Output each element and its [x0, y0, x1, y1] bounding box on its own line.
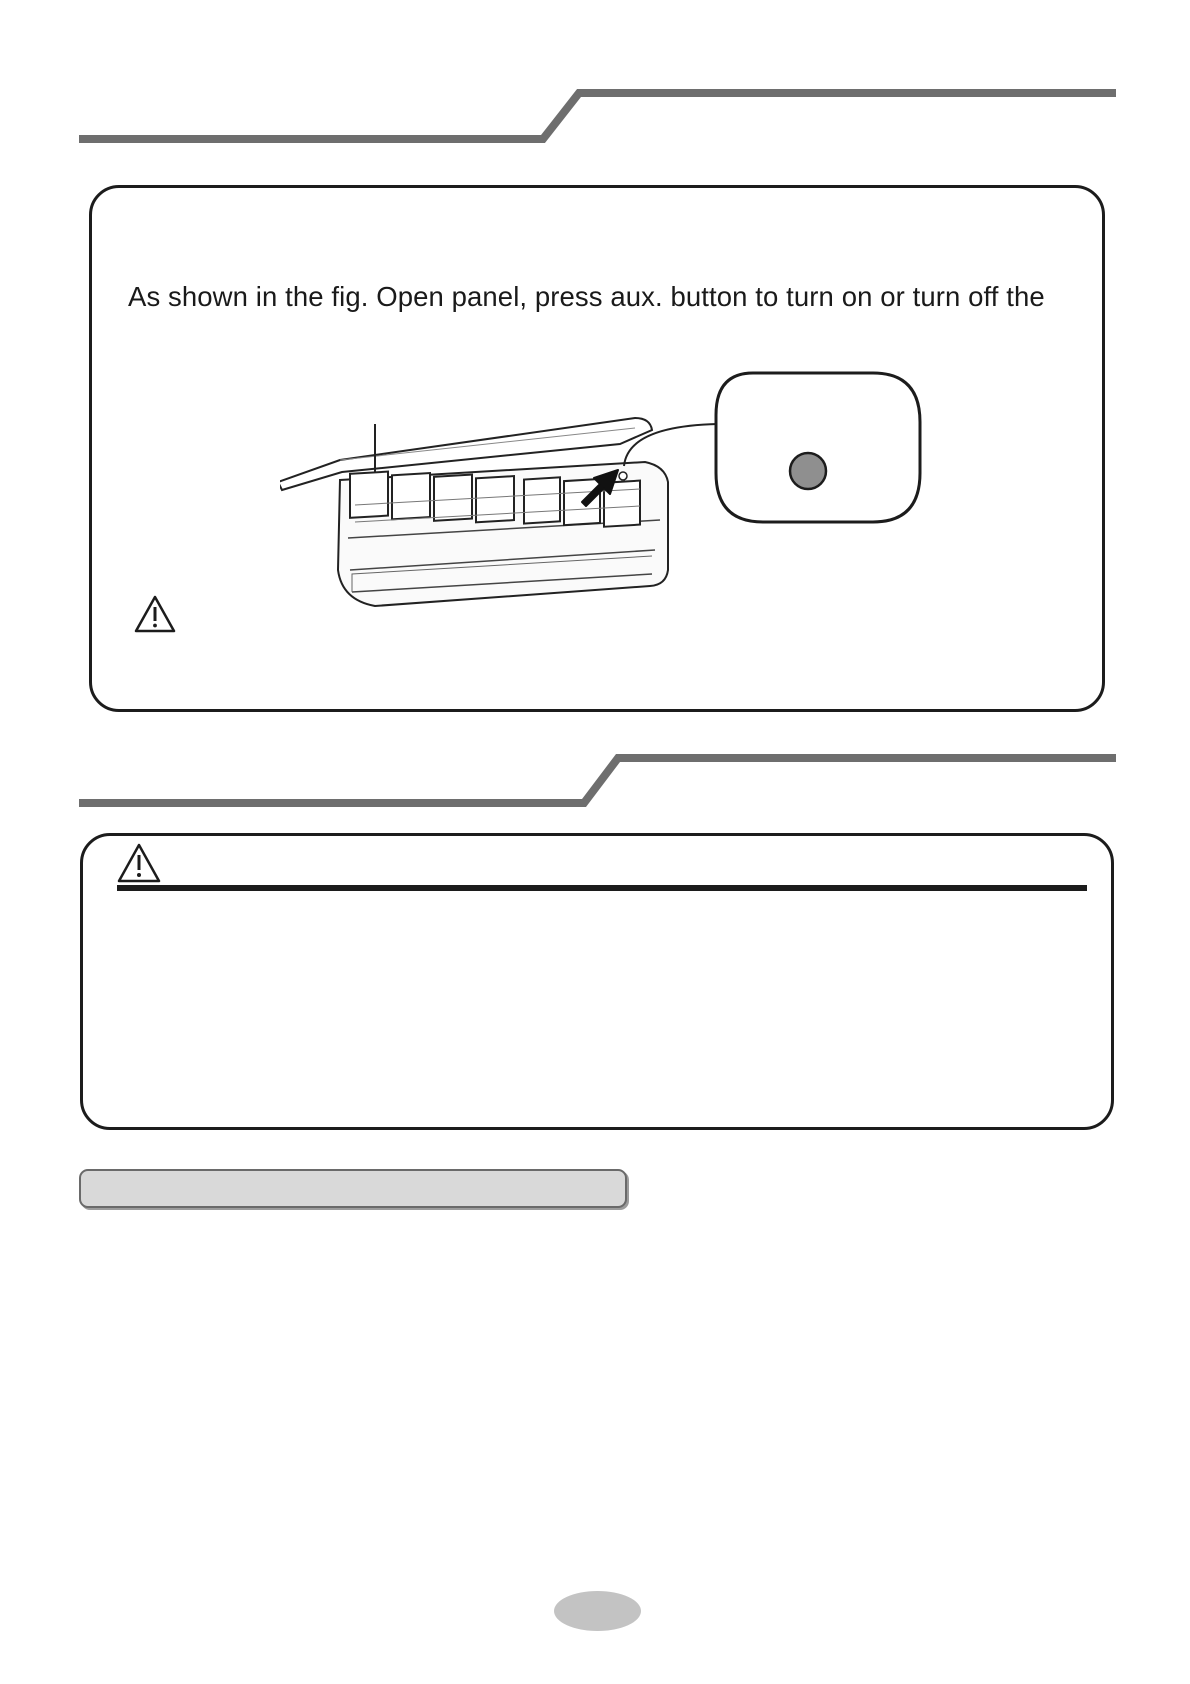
aux-button-instruction: As shown in the fig. Open panel, press aux. button to turn on or turn off the	[128, 281, 1045, 312]
caution-triangle-icon	[133, 594, 177, 634]
aux-button-dot	[790, 453, 826, 489]
caution-heading-triangle-icon	[116, 842, 162, 884]
caution-heading-rule	[117, 885, 1087, 891]
section-1-header-bar	[79, 93, 1116, 139]
pointing-arrow-icon	[578, 464, 624, 510]
caution-box	[80, 833, 1114, 1130]
subheading-bar	[79, 1169, 627, 1208]
aux-button-closeup-icon	[713, 370, 923, 525]
callout-leader-line	[610, 418, 720, 470]
section-2-header-bar	[79, 758, 1116, 803]
page-number-oval	[554, 1591, 641, 1631]
